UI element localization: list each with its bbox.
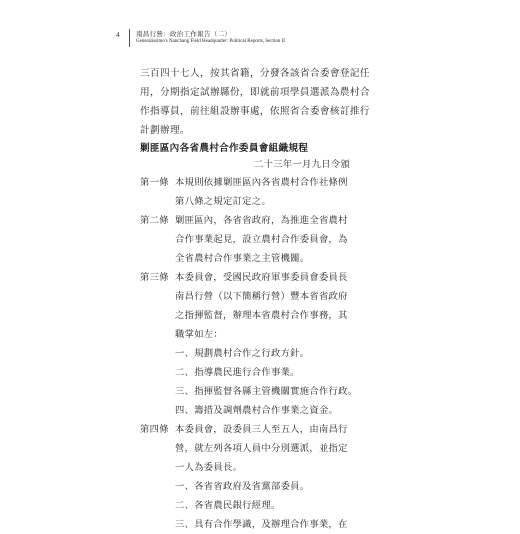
article-line: 一人為委員長。 bbox=[175, 462, 243, 473]
article-label: 第三條 bbox=[140, 272, 169, 283]
promulgation-date: 二十三年一月九日令頒 bbox=[254, 159, 350, 170]
article-item: 一、規劃農村合作之行政方針。 bbox=[175, 348, 310, 359]
article-item: 一、各省省政府及省黨部委員。 bbox=[175, 481, 310, 492]
article-line: 第八條之規定訂定之。 bbox=[175, 196, 271, 207]
article-item: 四、籌措及調劑農村合作事業之資金。 bbox=[175, 405, 339, 416]
article-3 bbox=[140, 268, 380, 420]
intro-line: 作指導員，前往組設辦事處，依照省合委會核訂推行 bbox=[140, 106, 370, 117]
article-item: 三、具有合作學識，及辦理合作事業，在 bbox=[175, 519, 348, 530]
article-body bbox=[175, 211, 380, 268]
article-line: 職掌如左： bbox=[175, 329, 223, 340]
article-line: 合作事業起見，設立農村合作委員會，為 bbox=[175, 234, 348, 245]
section-title: 剿匪區內各省農村合作委員會組織規程 bbox=[140, 143, 309, 154]
intro-line: 計劃辦理。 bbox=[140, 125, 190, 136]
header-divider bbox=[129, 29, 130, 47]
article-4 bbox=[140, 420, 380, 534]
article-label: 第二條 bbox=[140, 215, 169, 226]
article-line: 本委員會，受國民政府軍事委員會委員長 bbox=[175, 272, 348, 283]
article-line: 全省農村合作事業之主管機關。 bbox=[175, 253, 310, 264]
article-body bbox=[175, 173, 380, 211]
article-item: 二、指導農民進行合作事業。 bbox=[175, 367, 300, 378]
intro-line: 用，分期指定試辦縣份，即就前項學員選派為農村合 bbox=[140, 87, 370, 98]
article-line: 剿匪區內，各省省政府，為推進全省農村 bbox=[175, 215, 348, 226]
article-1 bbox=[140, 173, 380, 211]
article-label: 第四條 bbox=[140, 424, 169, 435]
article-body bbox=[175, 420, 380, 534]
intro-paragraph bbox=[140, 64, 380, 140]
article-item: 二、各省農民銀行經理。 bbox=[175, 500, 281, 511]
article-body bbox=[175, 268, 380, 420]
page-number: 4 bbox=[116, 31, 120, 39]
article-label: 第一條 bbox=[140, 177, 169, 188]
article-line: 本委員會，設委員三人至五人，由南昌行 bbox=[175, 424, 348, 435]
article-line: 南昌行營（以下簡稱行營）豐本省省政府 bbox=[175, 291, 348, 302]
intro-line: 三百四十七人，按其省籍，分發各該省合委會登記任 bbox=[140, 68, 370, 79]
header-subtitle: Generalissimo's Nanchang Field Headquarter: Political Reports, Section II bbox=[136, 39, 285, 44]
article-item: 三、指揮監督各縣主管機關實施合作行政。 bbox=[175, 386, 358, 397]
article-line: 營，就左列各項人員中分別選派，並指定 bbox=[175, 443, 348, 454]
header-title: 南昌行營：政治工作報告（二） bbox=[136, 30, 232, 38]
article-line: 之指揮監督，辦理本省農村合作事務，其 bbox=[175, 310, 348, 321]
article-line: 本規則依據剿匪區內各省農村合作社條例 bbox=[175, 177, 348, 188]
article-2 bbox=[140, 211, 380, 268]
articles-list bbox=[140, 173, 380, 534]
